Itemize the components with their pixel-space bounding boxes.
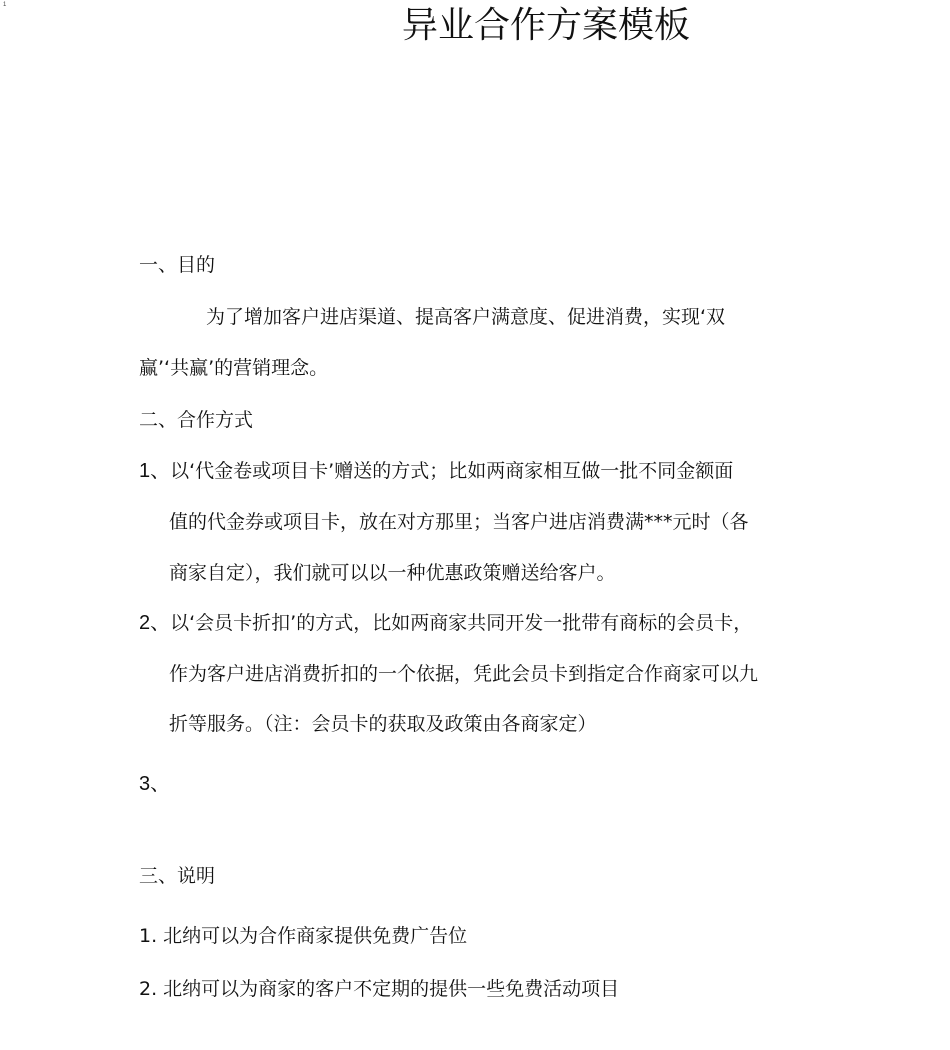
section2-item2-number: 2、 (139, 612, 171, 634)
section1-paragraph-line1: 为了增加客户进店渠道、提高客户满意度、促进消费，实现‘双 (206, 306, 726, 328)
section2-item1-line2: 值的代金券或项目卡，放在对方那里；当客户进店消费满***元时（各 (169, 511, 749, 533)
section2-item1-number: 1、 (139, 460, 171, 482)
section2-item3 (139, 771, 170, 797)
section2-item2-line2: 作为客户进店消费折扣的一个依据，凭此会员卡到指定合作商家可以九 (169, 663, 759, 685)
section3-item2: 2. 北纳可以为商家的客户不定期的提供一些免费活动项目 (139, 978, 620, 1000)
section2-heading: 二、合作方式 (139, 409, 254, 431)
section3-heading: 三、说明 (139, 865, 216, 887)
section2-item2-text: 以‘会员卡折扣’的方式，比如两商家共同开发一批带有商标的会员卡， (170, 612, 753, 634)
section3-item1: 1. 北纳可以为合作商家提供免费广告位 (139, 925, 468, 947)
section1-heading: 一、目的 (139, 254, 216, 276)
page-marker: 1 (3, 2, 7, 8)
section2-item1-line1 (139, 458, 733, 484)
section2-item1-text: 以‘代金卷或项目卡’赠送的方式；比如两商家相互做一批不同金额面 (170, 460, 734, 482)
section2-item1-line3: 商家自定），我们就可以以一种优惠政策赠送给客户。 (169, 562, 616, 584)
section2-item2-line1 (139, 610, 752, 636)
section1-paragraph-line2: 赢’‘共赢’的营销理念。 (139, 357, 329, 379)
document-title: 异业合作方案模板 (402, 5, 691, 46)
section2-item2-line3: 折等服务。（注：会员卡的获取及政策由各商家定） (169, 713, 597, 735)
section2-item3-number: 3、 (139, 773, 171, 795)
